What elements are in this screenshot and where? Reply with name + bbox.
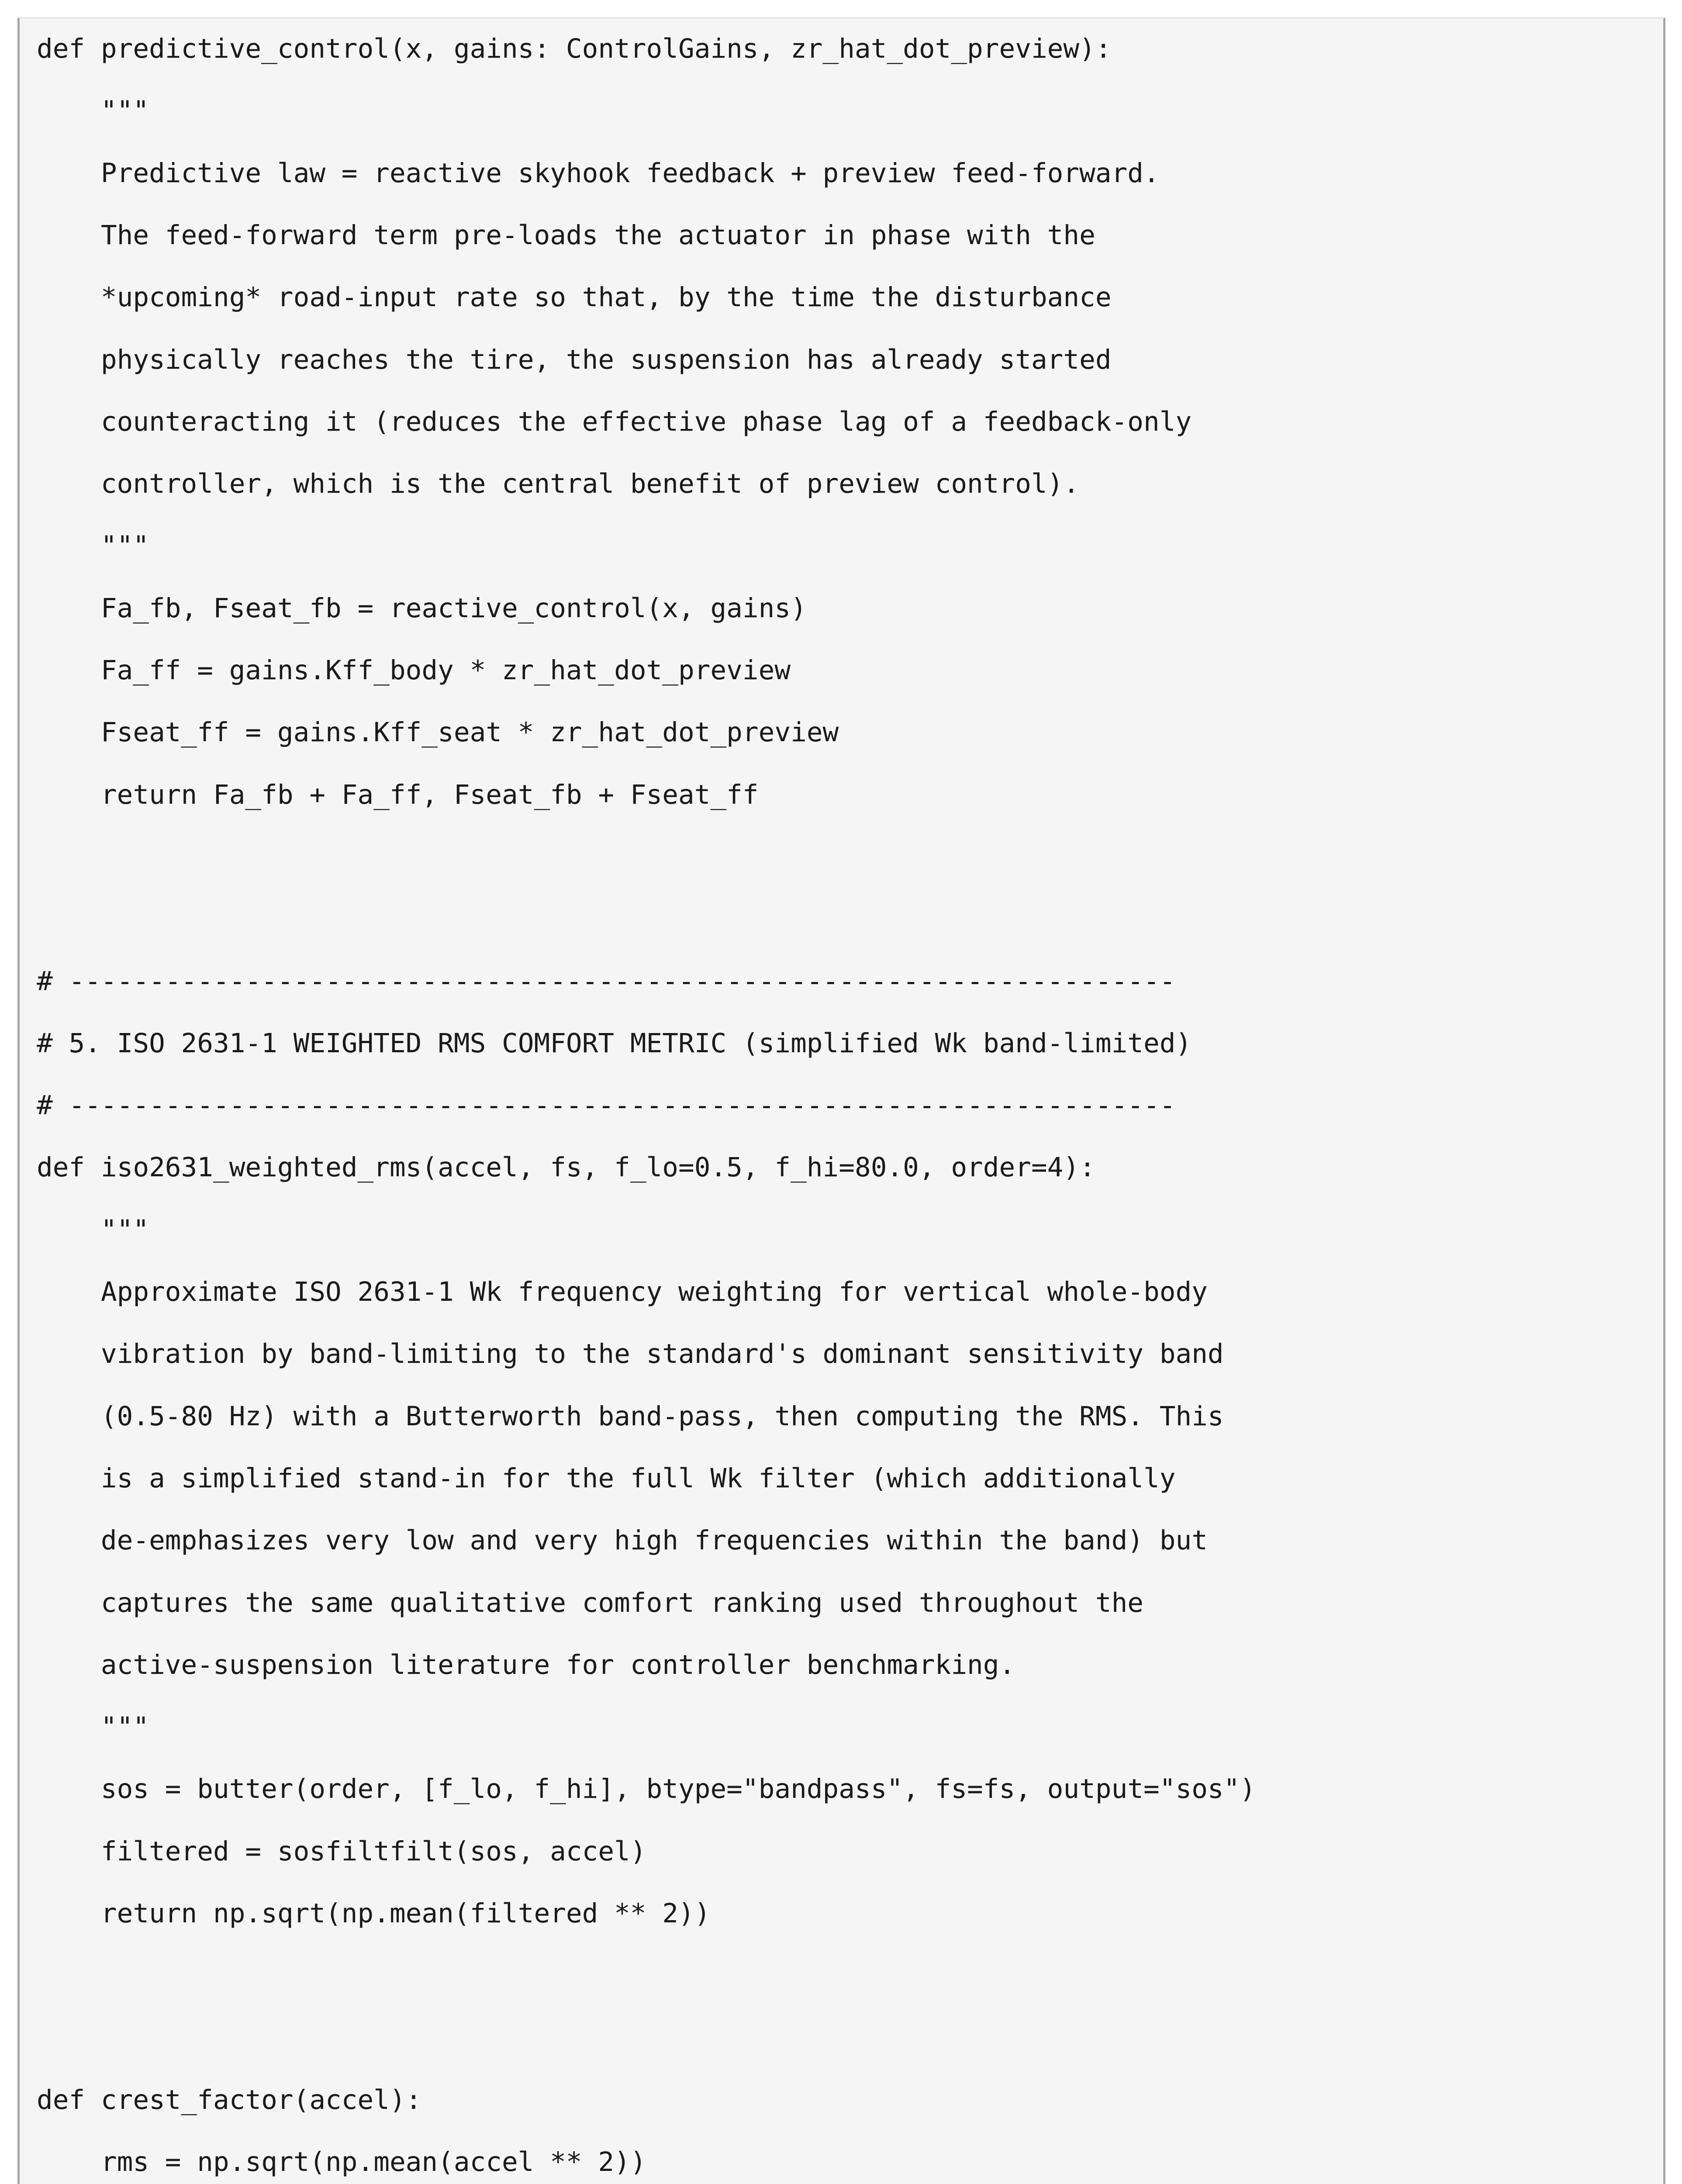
code-line: """ bbox=[37, 1711, 149, 1742]
code-line: Fseat_ff = gains.Kff_seat * zr_hat_dot_preview bbox=[37, 717, 839, 748]
code-line: Predictive law = reactive skyhook feedback + preview feed-forward. bbox=[37, 158, 1160, 189]
code-line: counteracting it (reduces the effective phase lag of a feedback-only bbox=[37, 406, 1192, 437]
code-line: controller, which is the central benefit of preview control). bbox=[37, 468, 1080, 499]
code-line: Fa_fb, Fseat_fb = reactive_control(x, gains) bbox=[37, 593, 807, 624]
code-line: sos = butter(order, [f_lo, f_hi], btype="bandpass", fs=fs, output="sos") bbox=[37, 1773, 1256, 1804]
code-line: vibration by band-limiting to the standard's dominant sensitivity band bbox=[37, 1338, 1224, 1369]
code-line: # --------------------------------------------------------------------- bbox=[37, 1090, 1176, 1121]
code-line: return np.sqrt(np.mean(filtered ** 2)) bbox=[37, 1898, 711, 1929]
code-line: def crest_factor(accel): bbox=[37, 2084, 422, 2115]
code-line: active-suspension literature for controller benchmarking. bbox=[37, 1649, 1015, 1680]
code-line: # 5. ISO 2631-1 WEIGHTED RMS COMFORT METRIC (simplified Wk band-limited) bbox=[37, 1028, 1192, 1059]
code-line: # --------------------------------------------------------------------- bbox=[37, 966, 1176, 997]
code-line: """ bbox=[37, 1214, 149, 1245]
code-line: physically reaches the tire, the suspension has already started bbox=[37, 344, 1112, 375]
code-line: return Fa_fb + Fa_ff, Fseat_fb + Fseat_ff bbox=[37, 779, 759, 810]
code-line: Fa_ff = gains.Kff_body * zr_hat_dot_preview bbox=[37, 655, 791, 686]
code-line: captures the same qualitative comfort ranking used throughout the bbox=[37, 1587, 1144, 1618]
code-line: de-emphasizes very low and very high frequencies within the band) but bbox=[37, 1525, 1208, 1556]
code-line: def predictive_control(x, gains: ControlGains, zr_hat_dot_preview): bbox=[37, 33, 1112, 64]
code-line: filtered = sosfiltfilt(sos, accel) bbox=[37, 1836, 646, 1867]
code-line: rms = np.sqrt(np.mean(accel ** 2)) bbox=[37, 2146, 646, 2177]
code-line: """ bbox=[37, 95, 149, 126]
code-line: (0.5-80 Hz) with a Butterworth band-pass, then computing the RMS. This bbox=[37, 1401, 1224, 1432]
code-line: is a simplified stand-in for the full Wk filter (which additionally bbox=[37, 1463, 1176, 1494]
code-line: *upcoming* road-input rate so that, by the time the disturbance bbox=[37, 282, 1112, 313]
code-line: def iso2631_weighted_rms(accel, fs, f_lo=0.5, f_hi=80.0, order=4): bbox=[37, 1152, 1095, 1183]
code-line: """ bbox=[37, 530, 149, 561]
code-line: The feed-forward term pre-loads the actuator in phase with the bbox=[37, 220, 1095, 251]
code-line: Approximate ISO 2631-1 Wk frequency weighting for vertical whole-body bbox=[37, 1276, 1208, 1307]
